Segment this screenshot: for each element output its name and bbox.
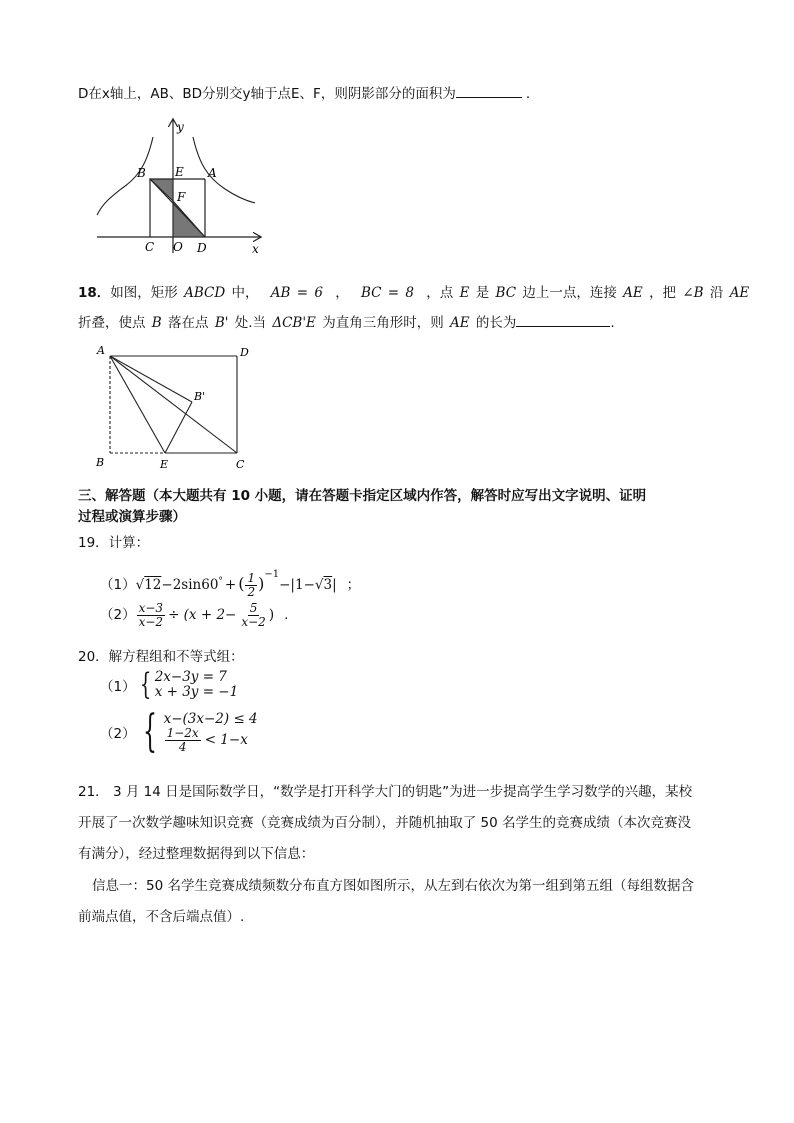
q17-tail: .	[525, 86, 531, 102]
q17-label-B: B	[137, 166, 146, 180]
section3-heading-line2: 过程或演算步骤）	[78, 509, 186, 525]
q17-label-D: D	[197, 241, 207, 255]
q21-line3: 有满分），经过整理数据得到以下信息：	[78, 846, 315, 862]
q18-label-E: E	[160, 458, 169, 471]
q20-part1: （1） { 2x−3y = 7 x + 3y = −1	[100, 667, 239, 702]
q18-label-D: D	[240, 346, 249, 359]
q19-part1: （1）√12−2sin60° + ( $\frac{1}{2}$ )$^{-1}$−|1−√3| ；	[100, 569, 361, 599]
q19-title: 19．计算：	[78, 535, 150, 551]
q17-figure	[95, 115, 270, 260]
q17-label-y: y	[177, 120, 184, 134]
q18-label-C: C	[236, 458, 245, 471]
q17-answer-blank[interactable]	[456, 83, 522, 98]
q17-line	[78, 82, 530, 102]
q21-line2: 开展了一次数学趣味知识竞赛（竞赛成绩为百分制），并随机抽取了 50 名学生的竞赛成绩（本次竞赛没	[78, 815, 692, 831]
q17-label-x: x	[252, 242, 259, 256]
q20-title: 20．解方程组和不等式组：	[78, 649, 244, 665]
section3-heading-line1: 三、解答题（本大题共有 10 小题，请在答题卡指定区域内作答，解答时应写出文字说明、证明	[78, 488, 647, 504]
q18-label-A: A	[97, 344, 105, 357]
q17-label-E: E	[175, 165, 184, 179]
q17-label-F: F	[177, 190, 186, 204]
q17-label-A: A	[208, 166, 217, 180]
q17-text: D在x轴上，AB、BD分别交y轴于点E、F，则阴影部分的面积为	[78, 86, 456, 102]
q18-label-B: B	[96, 456, 105, 469]
q19-part2: （2） $\frac{x-3}{x-2}$ ÷ (x + 2− $\frac{5}{x-2}$ ) .	[100, 600, 289, 629]
q18-line1: 18．如图，矩形 ABCD 中， AB = 6 ， BC = 8 ，点 E 是 BC 边上一点，连接 AE ，把 ∠B 沿 AE	[78, 285, 750, 301]
q21-line5: 前端点值，不含后端点值）.	[78, 909, 245, 925]
q20-part2: （2） { x−(3x−2) ≤ 4 $\frac{1-2x}{4}$ < 1−x	[100, 706, 258, 757]
q18-figure	[92, 342, 257, 472]
q17-label-C: C	[145, 240, 155, 254]
q17-hyperbola-right	[193, 137, 255, 203]
q18-label-Bp: B'	[194, 390, 206, 403]
q21-line4: 信息一：50 名学生竞赛成绩频数分布直方图如图所示，从左到右依次为第一组到第五组（每组数据含	[92, 878, 694, 894]
q17-label-O: O	[173, 240, 183, 254]
q18-answer-blank[interactable]	[516, 312, 610, 327]
q21-line1: 21． 3 月 14 日是国际数学日，“数学是打开科学大门的钥匙”为进一步提高学生学习数学的兴趣，某校	[78, 784, 693, 800]
q18-line2: 折叠，使点 B 落在点 B' 处.当 ΔCB'E 为直角三角形时，则 AE 的长为 .	[78, 311, 615, 331]
